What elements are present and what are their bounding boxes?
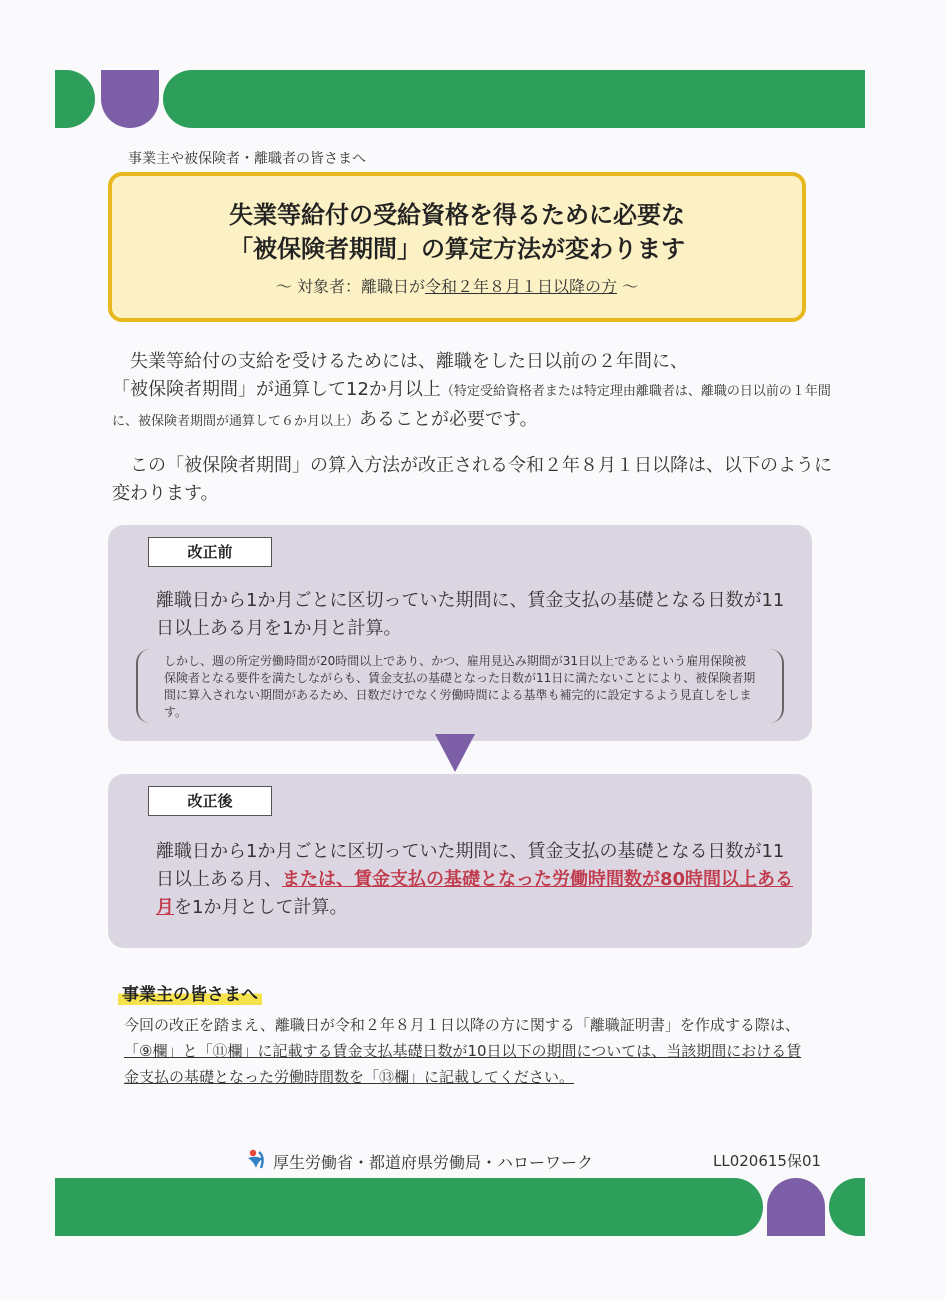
target-prefix: ～ 対象者：離職日が [275,277,425,296]
after-text-b: を1か月として計算。 [174,897,348,918]
before-text: 離職日から1か月ごとに区切っていた期間に、賃金支払の基礎となる日数が11日以上ある月を1か月と計算。 [156,590,785,639]
intro-paragraph-1 [112,348,832,436]
employer-text-underlined: 「⑨欄」と「⑪欄」に記載する賃金支払基礎日数が10日以下の期間については、当該期間における賃金支払の基礎となった労働時間数を「⑬欄」に記載してください。 [124,1042,802,1086]
before-revision-panel [108,525,812,741]
before-note: しかし、週の所定労働時間が20時間以上であり、かつ、雇用見込み期間が31日以上であるという雇用保険被保険者となる要件を満たしながらも、賃金支払の基礎となった日数が11日に満たないことにより、被保険者期間に算入されない期間があるため、日数だけでなく労働時間による基準も補完的に設定するよう見直しをします。 [136,649,784,723]
employer-text [124,1012,804,1090]
employer-text-a: 今回の改正を踏まえ、離職日が令和２年８月１日以降の方に関する「離職証明書」を作成する際は、 [124,1016,800,1034]
after-text-highlight: または、賃金支払の基礎となった労働時間数が80時間以上ある月 [156,869,794,918]
top-decorative-band [55,70,865,128]
purple-arch-shape [767,1178,825,1236]
green-bar-right [829,1178,865,1236]
down-arrow-icon [435,734,475,772]
after-text [156,838,796,922]
intro-text-small: （特定受給資格者または特定理由離職者は、離職の日以前の１年間に、被保険者期間が通算して６か月以上） [112,384,831,429]
after-label: 改正後 [148,786,272,816]
employer-heading: 事業主の皆さまへ [118,980,262,1005]
intro-text-b: 「被保険者期間」が通算して12か月以上 [112,379,441,400]
after-text-a: 離職日から1か月ごとに区切っていた期間に、賃金支払の基礎となる日数が11日以上ある月、 [156,841,785,890]
intro-text-c: あることが必要です。 [359,409,538,430]
mhlw-logo-icon [245,1148,267,1172]
before-label: 改正前 [148,537,272,567]
intro-text-a: 失業等給付の支給を受けるためには、離職をした日以前の２年間に、 [112,351,688,372]
target-audience [112,274,802,297]
title-box [108,172,806,322]
bottom-decorative-band [55,1178,865,1236]
green-bar-left [55,70,95,128]
document-code: LL020615保01 [713,1152,822,1170]
footer-organization: 厚生労働省・都道府県労働局・ハローワーク [273,1153,594,1172]
target-date: 令和２年８月１日以降の方 [424,277,617,296]
green-bar-right [163,70,865,128]
purple-cup-shape [101,70,159,128]
recipient-line: 事業主や被保険者・離職者の皆さまへ [128,151,366,167]
target-suffix: ～ [617,277,639,296]
after-revision-panel [108,774,812,948]
green-bar-left [55,1178,763,1236]
intro-paragraph-2: この「被保険者期間」の算入方法が改正される令和２年８月１日以降は、以下のように変わります。 [112,455,832,504]
title-line-1: 失業等給付の受給資格を得るために必要な [229,201,685,229]
title-line-2: 「被保険者期間」の算定方法が変わります [229,235,685,263]
